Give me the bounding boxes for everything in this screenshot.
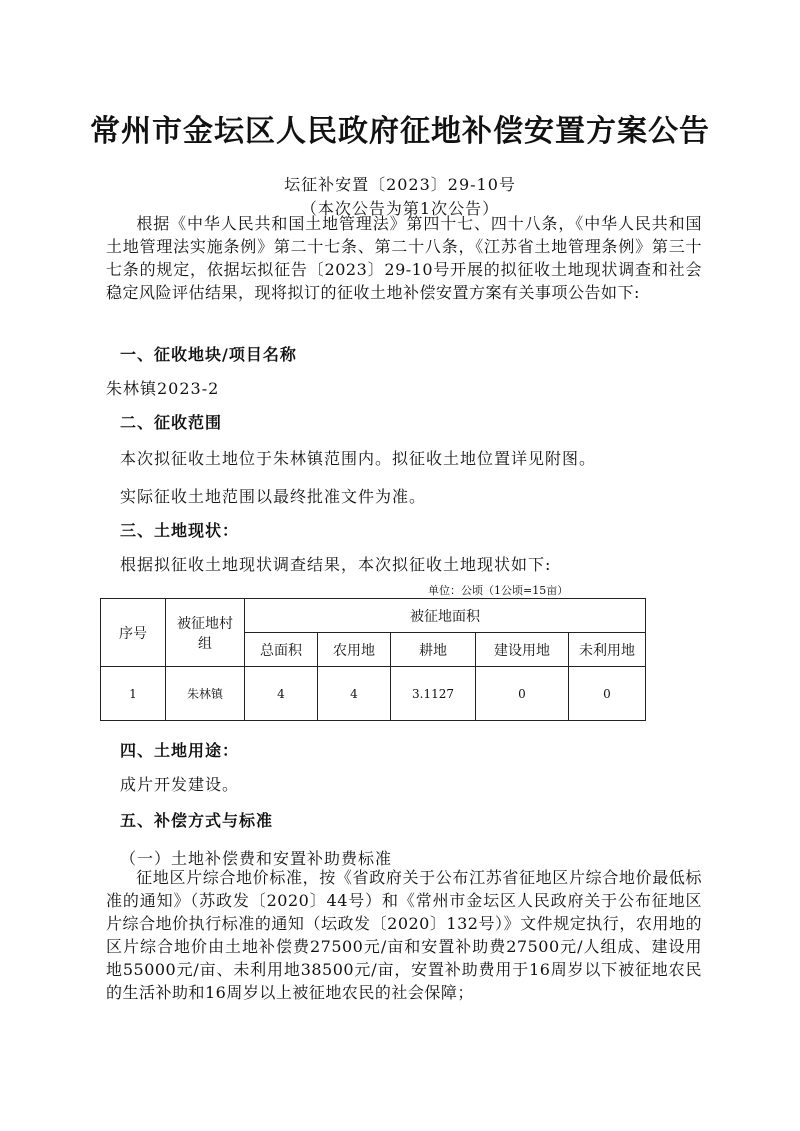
header-no: 序号 [101,599,166,667]
subheader-unused: 未利用地 [569,633,646,667]
page-title: 常州市金坛区人民政府征地补偿安置方案公告 [90,114,710,149]
notice-number: （本次公告为第1次公告） [300,199,500,218]
table-header-row [101,599,646,633]
section2-heading: 二、征收范围 [120,413,223,432]
table-unit-note: 单位：公顷（1公顷=15亩） [428,584,569,597]
table-row [101,667,646,721]
section5-heading: 五、补偿方式与标准 [120,811,274,830]
document-number: 坛征补安置〔2023〕29-10号 [284,175,516,194]
cell-total: 4 [245,667,318,721]
section5-text: 征地区片综合地价标准，按《省政府关于公布江苏省征地区片综合地价最低标准的通知》（苏政发〔2020〕44号）和《常州市金坛区人民政府关于公布征地区片综合地价执行标准的通知（坛政发〔2020〕132号）》文件规定执行，农用地的区片综合地价由土地补偿费27500元/亩和安置补助费27500元/人组成、建设用地55000元/亩、未利用地38500元/亩，安置补助费用于16周岁以下被征地农民的生活补助和16周岁以上被征地农民的社会保障； [106,868,702,1002]
cell-cultivated: 3.1127 [391,667,476,721]
header-village: 被征地村组 [166,599,245,667]
section5-subheading: （一）土地补偿费和安置补助费标准 [120,849,393,868]
subheader-total: 总面积 [245,633,318,667]
section2-text1: 本次拟征收土地位于朱林镇范围内。拟征收土地位置详见附图。 [120,449,597,468]
subheader-agricultural: 农用地 [318,633,391,667]
section2-text2: 实际征收土地范围以最终批准文件为准。 [120,487,427,506]
section1-heading: 一、征收地块/项目名称 [120,345,297,364]
section4-text: 成片开发建设。 [120,775,240,794]
section3-text: 根据拟征收土地现状调查结果，本次拟征收土地现状如下: [120,555,552,574]
section3-heading: 三、土地现状： [120,521,240,540]
intro-text: 根据《中华人民共和国土地管理法》第四十七、四十八条，《中华人民共和国土地管理法实施条例》第二十七条、第二十八条，《江苏省土地管理条例》第三十七条的规定，依据坛拟征告〔2023〕29-10号开展的拟征收土地现状调查和社会稳定风险评估结果，现将拟订的征收土地补偿安置方案有关事项公告如下: [106,214,702,302]
cell-unused: 0 [569,667,646,721]
section1-text: 朱林镇2023-2 [106,379,220,398]
cell-no: 1 [101,667,166,721]
cell-village: 朱林镇 [166,667,245,721]
land-status-table [100,598,646,721]
intro-paragraph [106,212,702,304]
subheader-construction: 建设用地 [476,633,569,667]
cell-agricultural: 4 [318,667,391,721]
section4-heading: 四、土地用途： [120,741,240,760]
section5-paragraph [106,866,702,1004]
header-area: 被征地面积 [245,599,646,633]
subheader-cultivated: 耕地 [391,633,476,667]
cell-construction: 0 [476,667,569,721]
